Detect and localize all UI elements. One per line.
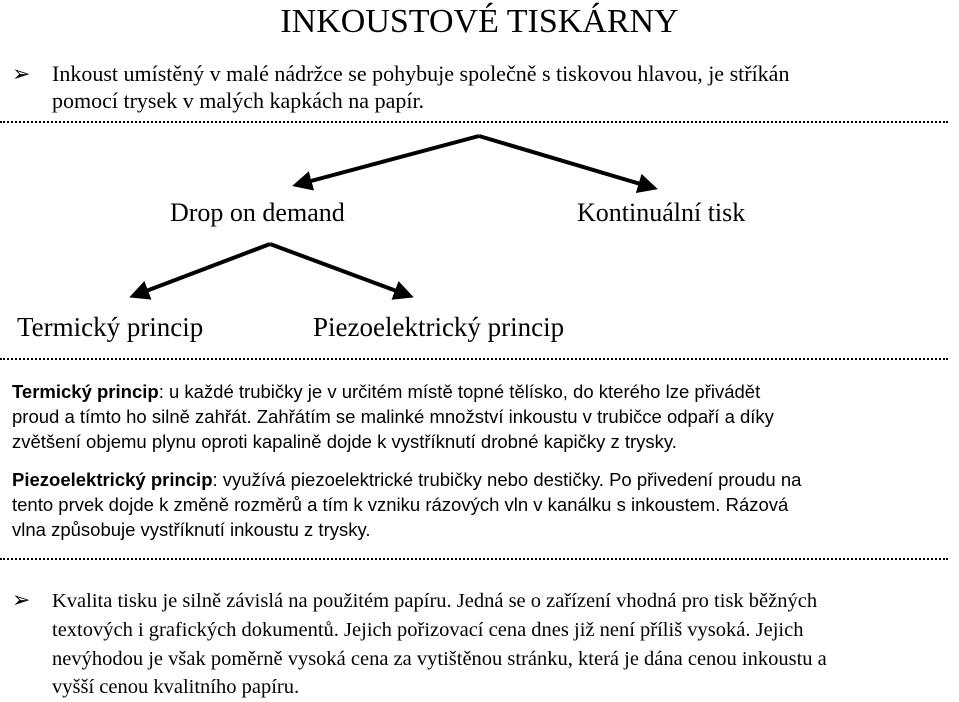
dotted-divider: [0, 358, 948, 360]
piezo-label: Piezoelektrický princip: [12, 469, 213, 490]
termicky-line-3: zvětšení objemu plynu oproti kapalině dojde k vystříknutí drobné kapičky z trysky.: [12, 431, 677, 452]
page-title: INKOUSTOVÉ TISKÁRNY: [280, 3, 679, 40]
kvalita-line-4: vyšší cenou kvalitního papíru.: [52, 676, 300, 698]
arrow-to-termicky: [133, 244, 270, 296]
termicky-line-1: Termický princip: u každé trubičky je v určitém místě topné tělísko, do kterého lze přivádět: [12, 381, 761, 402]
kvalita-line-3: nevýhodou je však poměrně vysoká cena za vytištěnou stránku, která je dána cenou inkoustu a: [52, 648, 827, 670]
termicky-label: Termický princip: [12, 381, 159, 402]
dotted-divider: [0, 558, 948, 560]
arrow-bullet-icon: ➢: [12, 587, 31, 612]
arrow-to-kontinualni-tisk: [479, 136, 654, 188]
intro-line-1: Inkoust umístěný v malé nádržce se pohybuje společně s tiskovou hlavou, je stříkán: [52, 61, 790, 86]
piezo-line-3: vlna způsobuje vystříknutí inkoustu z trysky.: [12, 519, 371, 540]
termicky-line-2: proud a tímto ho silně zahřát. Zahřátím se malinké množství inkoustu v trubičce odpaří a díky: [12, 406, 774, 427]
kvalita-line-2: textových i grafických dokumentů. Jejich pořizovací cena dnes již není příliš vysoká. Jejich: [52, 619, 804, 641]
arrow-to-drop-on-demand: [296, 136, 479, 185]
diagram-node-piezo: Piezoelektrický princip: [313, 312, 565, 342]
diagram-node-kontinualni-tisk: Kontinuální tisk: [577, 198, 746, 227]
piezo-line-2: tento prvek dojde k změně rozměrů a tím k vzniku rázových vln v kanálku s inkoustem. Rázová: [12, 494, 789, 515]
kvalita-line-1: Kvalita tisku je silně závislá na použitém papíru. Jedná se o zařízení vhodná pro tisk běžných: [52, 590, 818, 612]
piezo-line-1: Piezoelektrický princip: využívá piezoelektrické trubičky nebo destičky. Po přivedení proudu na: [12, 469, 802, 490]
diagram-node-termicky: Termický princip: [17, 312, 204, 342]
intro-line-2: pomocí trysek v malých kapkách na papír.: [52, 88, 425, 113]
diagram-node-drop-on-demand: Drop on demand: [170, 198, 345, 227]
arrow-to-piezo: [270, 244, 410, 296]
arrow-bullet-icon: ➢: [12, 61, 31, 86]
